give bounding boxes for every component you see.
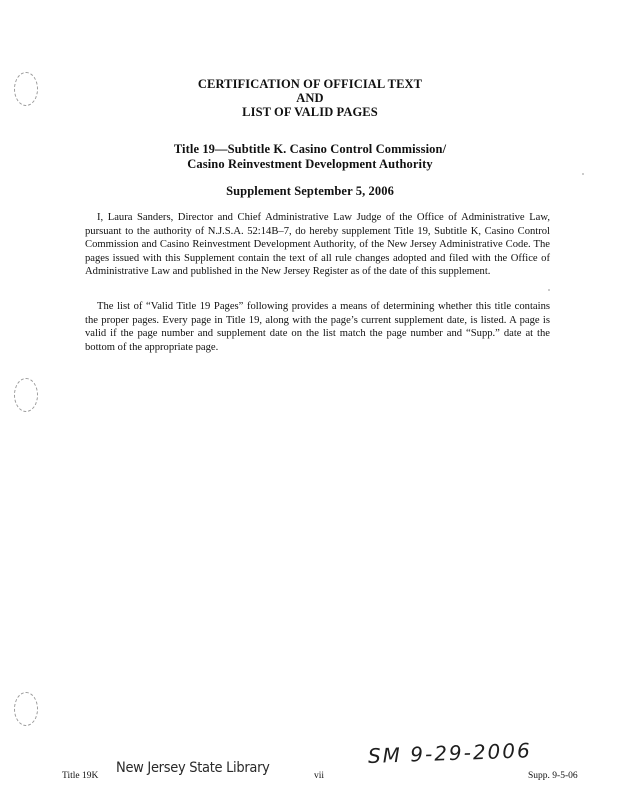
valid-pages-paragraph: The list of “Valid Title 19 Pages” following provides a means of determining whether this title contains the proper pages. Every page in Title 19, along with the page’s current supplement date, is listed. A page is valid if the page number and supplement date on the list match the page number and “Supp.” date at the bottom of the appropriate page.	[85, 301, 550, 353]
subtitle-line-1: Title 19—Subtitle K. Casino Control Commission/	[173, 142, 447, 156]
library-stamp: New Jersey State Library	[116, 760, 270, 776]
page-number: vii	[314, 771, 325, 781]
certification-paragraph: I, Laura Sanders, Director and Chief Administrative Law Judge of the Office of Administrative Law, pursuant to the authority of N.J.S.A. 52:14B–7, do hereby supplement Title 19, Subtitle K, Casino Control Commission and Casino Reinvestment Development Authority, of the New Jersey Administrative Code. The pages issued with this Supplement contain the text of all rule changes adopted and filed with the Office of Administrative Law and published in the New Jersey Register as of the date of this supplement.	[85, 212, 550, 278]
footer-title-code: Title 19K	[62, 771, 99, 781]
punch-hole	[14, 72, 38, 106]
scan-speck	[548, 289, 550, 291]
page-title-and: AND	[296, 91, 324, 105]
footer-supp-date: Supp. 9-5-06	[528, 771, 578, 781]
supplement-date-heading: Supplement September 5, 2006	[226, 184, 394, 198]
subtitle-line-2: Casino Reinvestment Development Authority	[187, 157, 433, 171]
punch-hole	[14, 692, 38, 726]
punch-hole	[14, 378, 38, 412]
scan-speck	[582, 173, 584, 175]
page-title: CERTIFICATION OF OFFICIAL TEXT	[197, 77, 423, 91]
handwritten-note: SM 9-29-2006	[367, 738, 533, 768]
page-title-list: LIST OF VALID PAGES	[242, 105, 378, 119]
